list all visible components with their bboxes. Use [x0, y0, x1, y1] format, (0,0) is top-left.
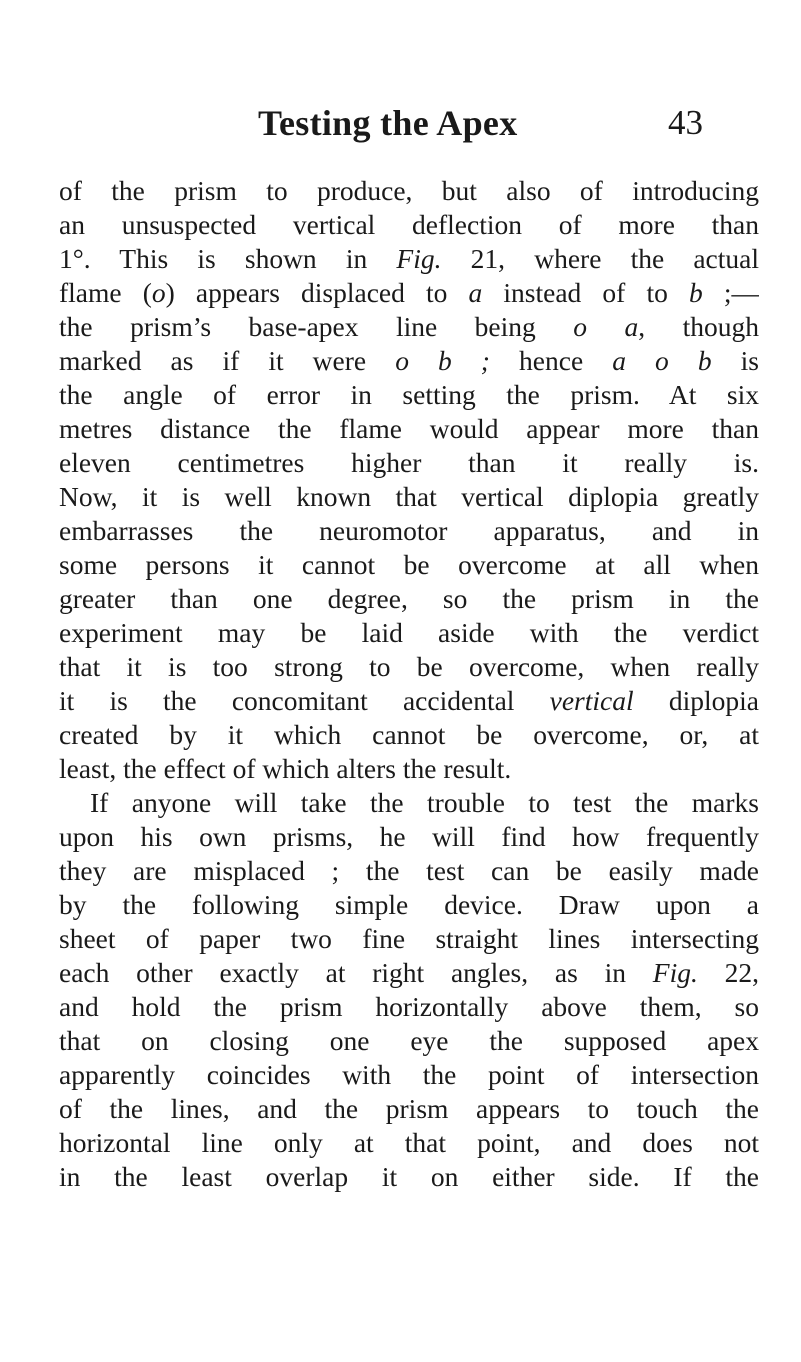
text-run: the prism’s base-apex line being [59, 311, 574, 342]
text-run: apparently coincides with the point of intersection [59, 1059, 759, 1090]
text-run: that it is too strong to be overcome, when really [59, 651, 759, 682]
text-run: ) appears displaced to [165, 277, 469, 308]
text-line [59, 718, 759, 752]
text-line [59, 378, 759, 412]
page-number: 43 [668, 103, 703, 142]
text-line [59, 514, 759, 548]
text-line [59, 344, 759, 378]
text-line [59, 310, 759, 344]
text-run: least, the effect of which alters the result. [59, 753, 512, 784]
text-run: 21, where the actual [441, 243, 759, 274]
body-text [59, 174, 759, 1194]
text-run: by the following simple device. Draw upon a [59, 889, 759, 920]
text-run: they are misplaced ; the test can be easily made [59, 855, 759, 886]
text-run: an unsuspected vertical deflection of more than [59, 209, 759, 240]
text-run: greater than one degree, so the prism in the [59, 583, 759, 614]
text-run: 1°. This is shown in [59, 243, 397, 274]
text-run: some persons it cannot be overcome at all when [59, 549, 759, 580]
text-line [59, 548, 759, 582]
text-line [59, 922, 759, 956]
text-run: , though [638, 311, 759, 342]
italic-text: o a [573, 311, 639, 342]
text-line [59, 616, 759, 650]
text-run: in the least overlap it on either side. If the [59, 1161, 759, 1192]
text-line [59, 1058, 759, 1092]
text-line [59, 1092, 759, 1126]
text-line [59, 480, 759, 514]
italic-text: vertical [549, 685, 634, 716]
text-run: of the lines, and the prism appears to touch the [59, 1093, 759, 1124]
italic-text: Fig. [396, 243, 442, 274]
text-line [59, 208, 759, 242]
text-line [59, 1024, 759, 1058]
text-line [59, 276, 759, 310]
text-run: each other exactly at right angles, as in [59, 957, 653, 988]
text-run: it is the concomitant accidental [59, 685, 550, 716]
text-line [59, 650, 759, 684]
text-run: Now, it is well known that vertical diplopia greatly [59, 481, 759, 512]
text-line [59, 990, 759, 1024]
text-line [59, 174, 759, 208]
text-run: 22, [697, 957, 759, 988]
text-line [59, 820, 759, 854]
text-run: metres distance the flame would appear more than [59, 413, 759, 444]
text-run: diplopia [633, 685, 759, 716]
text-run: horizontal line only at that point, and does not [59, 1127, 759, 1158]
text-run: ;— [702, 277, 759, 308]
text-run: If anyone will take the trouble to test the marks [90, 787, 759, 818]
text-line [59, 582, 759, 616]
text-line [59, 786, 759, 820]
text-run: sheet of paper two fine straight lines intersecting [59, 923, 759, 954]
italic-text: b [688, 277, 703, 308]
text-run: and hold the prism horizontally above them, so [59, 991, 759, 1022]
running-title: Testing the Apex [258, 103, 518, 143]
italic-text: Fig. [652, 957, 698, 988]
text-line [59, 242, 759, 276]
text-run: created by it which cannot be overcome, or, at [59, 719, 759, 750]
text-line [59, 412, 759, 446]
running-head [0, 102, 801, 152]
text-line [59, 1126, 759, 1160]
text-line [59, 446, 759, 480]
italic-text: a o b [612, 345, 712, 376]
text-line [59, 888, 759, 922]
italic-text: o [151, 277, 166, 308]
text-line [59, 1160, 759, 1194]
text-run: instead of to [482, 277, 689, 308]
text-run: that on closing one eye the supposed apex [59, 1025, 759, 1056]
italic-text: o b ; [395, 345, 490, 376]
text-line [59, 956, 759, 990]
text-run: embarrasses the neuromotor apparatus, and in [59, 515, 759, 546]
text-line [59, 854, 759, 888]
text-run: the angle of error in setting the prism. At six [59, 379, 759, 410]
text-run: flame ( [59, 277, 152, 308]
text-run: marked as if it were [59, 345, 396, 376]
text-run: eleven centimetres higher than it really is. [59, 447, 759, 478]
text-run: upon his own prisms, he will find how frequently [59, 821, 759, 852]
text-run: hence [489, 345, 613, 376]
text-run: experiment may be laid aside with the verdict [59, 617, 759, 648]
text-line [59, 684, 759, 718]
italic-text: a [468, 277, 483, 308]
text-line [59, 752, 759, 786]
text-run: is [711, 345, 759, 376]
text-run: of the prism to produce, but also of introducing [59, 175, 759, 206]
